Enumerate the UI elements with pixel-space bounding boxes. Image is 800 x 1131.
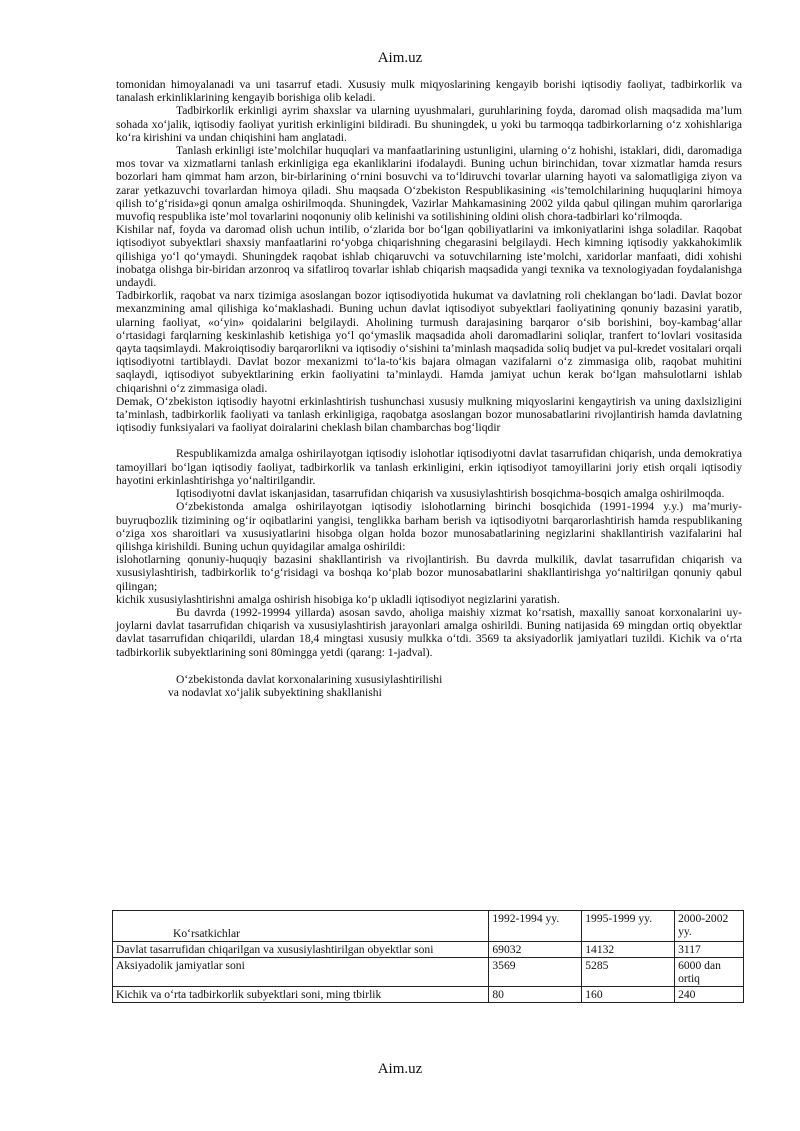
table-header-cell: 1992-1994 yy. (489, 911, 582, 942)
table-cell: 3117 (675, 942, 744, 958)
table-cell: 5285 (582, 958, 675, 987)
table-cell: 160 (582, 987, 675, 1003)
table-caption-line-1: O‘zbekistonda davlat korxonalarining xususiylashtirilishi (176, 672, 443, 686)
paragraph-1: tomonidan himoyalanadi va uni tasarruf etadi. Xususiy mulk miqyoslarining kengayib borishi iqtisodiy faoliyat, tadbirkorlik va tanalash erkinliklarining kengayib borishiga olib keladi. (116, 78, 742, 105)
paragraph-7: Respublikamizda amalga oshirilayotgan iqtisodiy islohotlar iqtisodiyotni davlat tasarrufidan chiqarish, unda demokratiya tamoyillari bo‘lgan iqtisodiy faoliyat, tadbirkorlik va tanlash erkinligini, erkin iqtisodiyot tamoyillarini joriy etish orqali iqtisodiy hayotini erkinlashtirishga yo‘naltirilgandir. (116, 447, 742, 487)
table-caption (116, 673, 742, 700)
paragraph-4: Kishilar naf, foyda va daromad olish uchun intilib, o‘zlarida bor bo‘lgan qobiliyatlarini va imkoniyatlarini ishga soladilar. Raqobat iqtisodiyot subyektlari shaxsiy manfaatlarini ro‘yobga chiqarishning chegarasini belgilaydi. Hech kimning iqtisodiy yakkahokimlik qilishiga yo‘l qo‘ymaydi. Shuningdek raqobat ishlab chiqaruvchi va sotuvchilarning iste’molchi, xaridorlar manfaati, didi xohishi inobatga olishga bir-biridan arzonroq va sifatliroq tovarlar ishlab chiqarish maqsadida yangi texnika va texnologiyadan foydalanishga undaydi. (116, 223, 742, 290)
table-cell: 14132 (582, 942, 675, 958)
paragraph-5: Tadbirkorlik, raqobat va narx tizimiga asoslangan bozor iqtisodiyotida hukumat va davlatning roli cheklangan bo‘ladi. Davlat bozor mexanzmining amal qilishiga ko‘maklashadi. Buning uchun davlat iqtisodiyot subyektlari faoliyatining qonuniy bazasini yaratib, ularning faoliyat, «o‘yin» qoidalarini belgilaydi. Aholining turmush darajasining barqaror o‘sib borishini, boy-kambag‘allar o‘rtasidagi farqlarning keskinlashib ketishiga yo‘l qo‘ymaslik maqsadida aholi daromadlarini soliqlar, tranfert to‘lovlari vositasida qayta taqsimlaydi. Makroiqtisodiy barqarorlikni va iqtisodiy o‘sishini ta’minlash maqsadida soliq budjet va pul-kredet vositalari orqali iqtisodiyotni tartiblaydi. Davlat bozor mexanizmi to‘la-to‘kis bajara olmagan vazifalarni o‘z zimmasiga olib, raqobat muhitini saqlaydi, iqtisodiyot subyektlarining erkin faoliyatini ta’minlaydi. Hamda jamiyat uchun kerak bo‘lgan mahsulotlarni ishlab chiqarishni o‘z zimmasiga oladi. (116, 289, 742, 395)
table-cell: Davlat tasarrufidan chiqarilgan va xususiylashtirilgan obyektlar soni (113, 942, 489, 958)
table-header-cell: 2000-2002 yy. (675, 911, 744, 942)
table-cell: 69032 (489, 942, 582, 958)
page-footer: Aim.uz (377, 1061, 423, 1077)
paragraph-11: kichik xususiylashtirishni amalga oshirish hisobiga ko‘p ukladli iqtisodiyot negizlarini yaratish. (116, 592, 560, 606)
page-header: Aim.uz (377, 50, 423, 66)
document-body (116, 78, 742, 700)
data-table (112, 910, 744, 1003)
paragraph-8: Iqtisodiyotni davlat iskanjasidan, tasarrufidan chiqarish va xususiylashtirish bosqichma-bosqich amalga oshirilmoqda. (176, 487, 725, 501)
paragraph-10: islohotlarning qonuniy-huquqiy bazasini shakllantirish va rivojlantirish. Bu davrda mulkilik, davlat tasarrufidan chiqarish va xususiylashtirish, tadbirkorlik to‘g‘risidagi va boshqa ko‘plab bozor munosabatlarini shakllantirishga yo‘naltirilgan qonuniy qabul qilingan; (116, 553, 742, 593)
table-cell: Kichik va o‘rta tadbirkorlik subyektlari soni, ming tbirlik (113, 987, 489, 1003)
paragraph-12: Bu davrda (1992-19994 yillarda) asosan savdo, aholiga maishiy xizmat ko‘rsatish, maxalliy sanoat korxonalarini uy-joylarni davlat tasarrufidan chiqarish va xususiylashtirish jarayonlari amalga oshirildi. Buning natijasida 69 mingdan ortiq obyektlar davlat tasarrufidan chiqarildi, ulardan 18,4 mingtasi xususiy mulkka o‘tdi. 3569 ta aksiyadorlik jamiyatlari tuzildi. Kichik va o‘rta tadbirkorlik subyektlarining soni 80mingga yetdi (qarang: 1-jadval). (116, 605, 742, 659)
table-cell: 80 (489, 987, 582, 1003)
table-row (113, 942, 744, 958)
paragraph-2: Tadbirkorlik erkinligi ayrim shaxslar va ularning uyushmalari, guruhlarining foyda, daromad olish maqsadida ma’lum sohada xo‘jalik, iqtisodiy faoliyat yuritish erkinligini bildiradi. Bu shuningdek, u yoki bu tarmoqqa tadbirkorlarning o‘z xohishlariga ko‘ra kirishini va undan chiqishini ham anglatadi. (116, 104, 742, 144)
paragraph-6: Demak, O‘zbekiston iqtisodiy hayotni erkinlashtirish tushunchasi xususiy mulkning miqyoslarini kengaytirish va uning daxlsizligini ta’minlash, tadbirkorlik faoliyati va tanlash erkinligiga, raqobatga asoslangan bozor munosabatlarini rivojlantirish hamda davlatning iqtisodiy funksiyalari va faoliyat doiralarini cheklash bilan chambarchas bog‘liqdir (116, 394, 742, 435)
paragraph-3: Tanlash erkinligi iste’molchilar huquqlari va manfaatlarining ustunligini, ularning o‘z hohishi, istaklari, didi, daromadiga mos tovar va xizmatlarni tanlash erkinligiga ega ekanliklarini ifodalaydi. Buning uchun birinchidan, tovar xizmatlar hamda resurs bozorlari ham qimmat ham arzon, bir-birlarining o‘rnini bosuvchi va to‘ldiruvchi tovarlar ularning hayoti va salomatligiga ziyon va zarar yetkazuvchi tovarlardan himoya qiladi. Shu maqsada O‘zbekiston Respublikasining «is’temolchilarining huquqlarini himoya qilish to‘g‘risida»gi qonun amalga oshirilmoqda. Shuningdek, Vazirlar Mahkamasining 2002 yilda qabul qilingan muhim qarorlariga muvofiq respublika iste’mol tovarlarini noqonuniy olib kelinishi va sotilishining oldini olish chora-tadbirlari ko‘rilmoqda. (116, 144, 742, 224)
table-header-cell: Ko‘rsatkichlar (113, 911, 489, 942)
table-cell: 3569 (489, 958, 582, 987)
table-caption-line-2: va nodavlat xo‘jalik subyektining shakllanishi (168, 686, 382, 700)
table-header-cell: 1995-1999 yy. (582, 911, 675, 942)
table-header-row (113, 911, 744, 942)
table-cell: 240 (675, 987, 744, 1003)
table-cell: Aksiyadolik jamiyatlar soni (113, 958, 489, 987)
table-cell: 6000 dan ortiq (675, 958, 744, 987)
table-row (113, 987, 744, 1003)
table-row (113, 958, 744, 987)
paragraph-9: O‘zbekistonda amalga oshirilayotgan iqtisodiy islohotlarning birinchi bosqichida (1991-1994 y.y.) ma’muriy-buyruqbozlik tizimining og‘ir oqibatlarini yangisi, tenglikka barham berish va iqtisodiyotni barqarorlashtirish hamda respublikaning o‘ziga xos sharoitlari va xususiyatlarini hisobga olgan holda bozor munosabatlarining negizlarini shakllantirish vazifalarini hal qilishga kirishildi. Buning uchun quyidagilar amalga oshirildi: (116, 500, 742, 553)
